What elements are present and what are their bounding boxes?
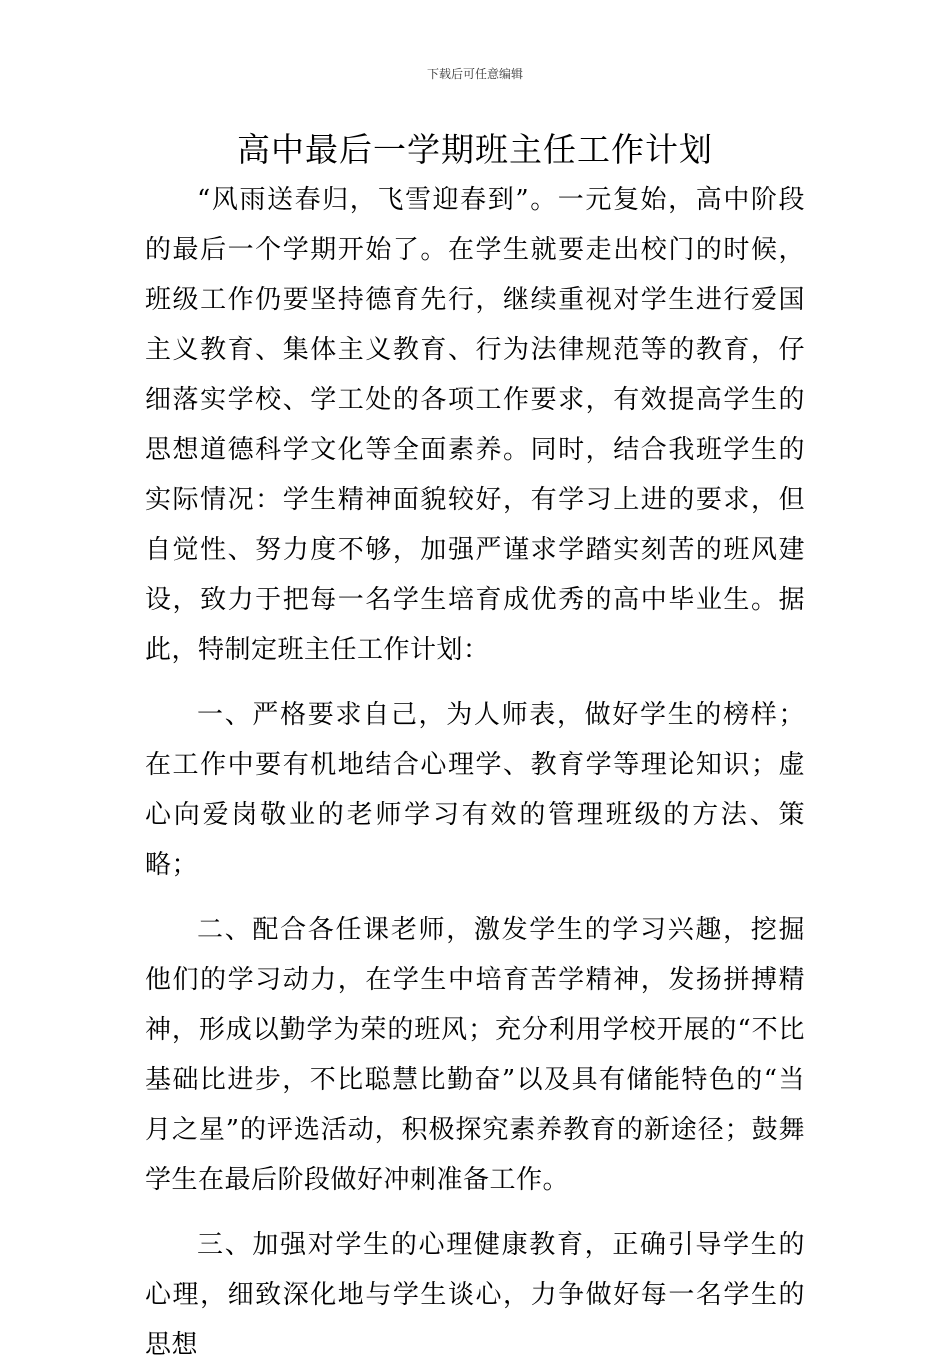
paragraph-item-1: 一、严格要求自己，为人师表，做好学生的榜样；在工作中要有机地结合心理学、教育学等理论知识；虚心向爱岗敬业的老师学习有效的管理班级的方法、策略； xyxy=(145,700,805,880)
header-note: 下载后可任意编辑 xyxy=(426,67,523,81)
paragraph-item-2: 二、配合各任课老师，激发学生的学习兴趣，挖掘他们的学习动力，在学生中培育苦学精神，发扬拼搏精神，形成以勤学为荣的班风；充分利用学校开展的“不比基础比进步，不比聪慧比勤奋”以及具有储能特色的“当月之星”的评选活动，积极探究素养教育的新途径；鼓舞学生在最后阶段做好冲刺准备工作。 xyxy=(145,915,805,1195)
document-title: 高中最后一学期班主任工作计划 xyxy=(237,130,713,169)
document-body xyxy=(145,175,805,1370)
paragraph-item-3: 三、加强对学生的心理健康教育，正确引导学生的心理，细致深化地与学生谈心，力争做好每一名学生的思想 xyxy=(145,1230,805,1360)
paragraph-intro: “风雨送春归，飞雪迎春到”。一元复始，高中阶段的最后一个学期开始了。在学生就要走出校门的时候，班级工作仍要坚持德育先行，继续重视对学生进行爱国主义教育、集体主义教育、行为法律规范等的教育，仔细落实学校、学工处的各项工作要求，有效提高学生的思想道德科学文化等全面素养。同时，结合我班学生的实际情况：学生精神面貌较好，有学习上进的要求，但自觉性、努力度不够，加强严谨求学踏实刻苦的班风建设，致力于把每一名学生培育成优秀的高中毕业生。据此，特制定班主任工作计划： xyxy=(145,185,805,665)
